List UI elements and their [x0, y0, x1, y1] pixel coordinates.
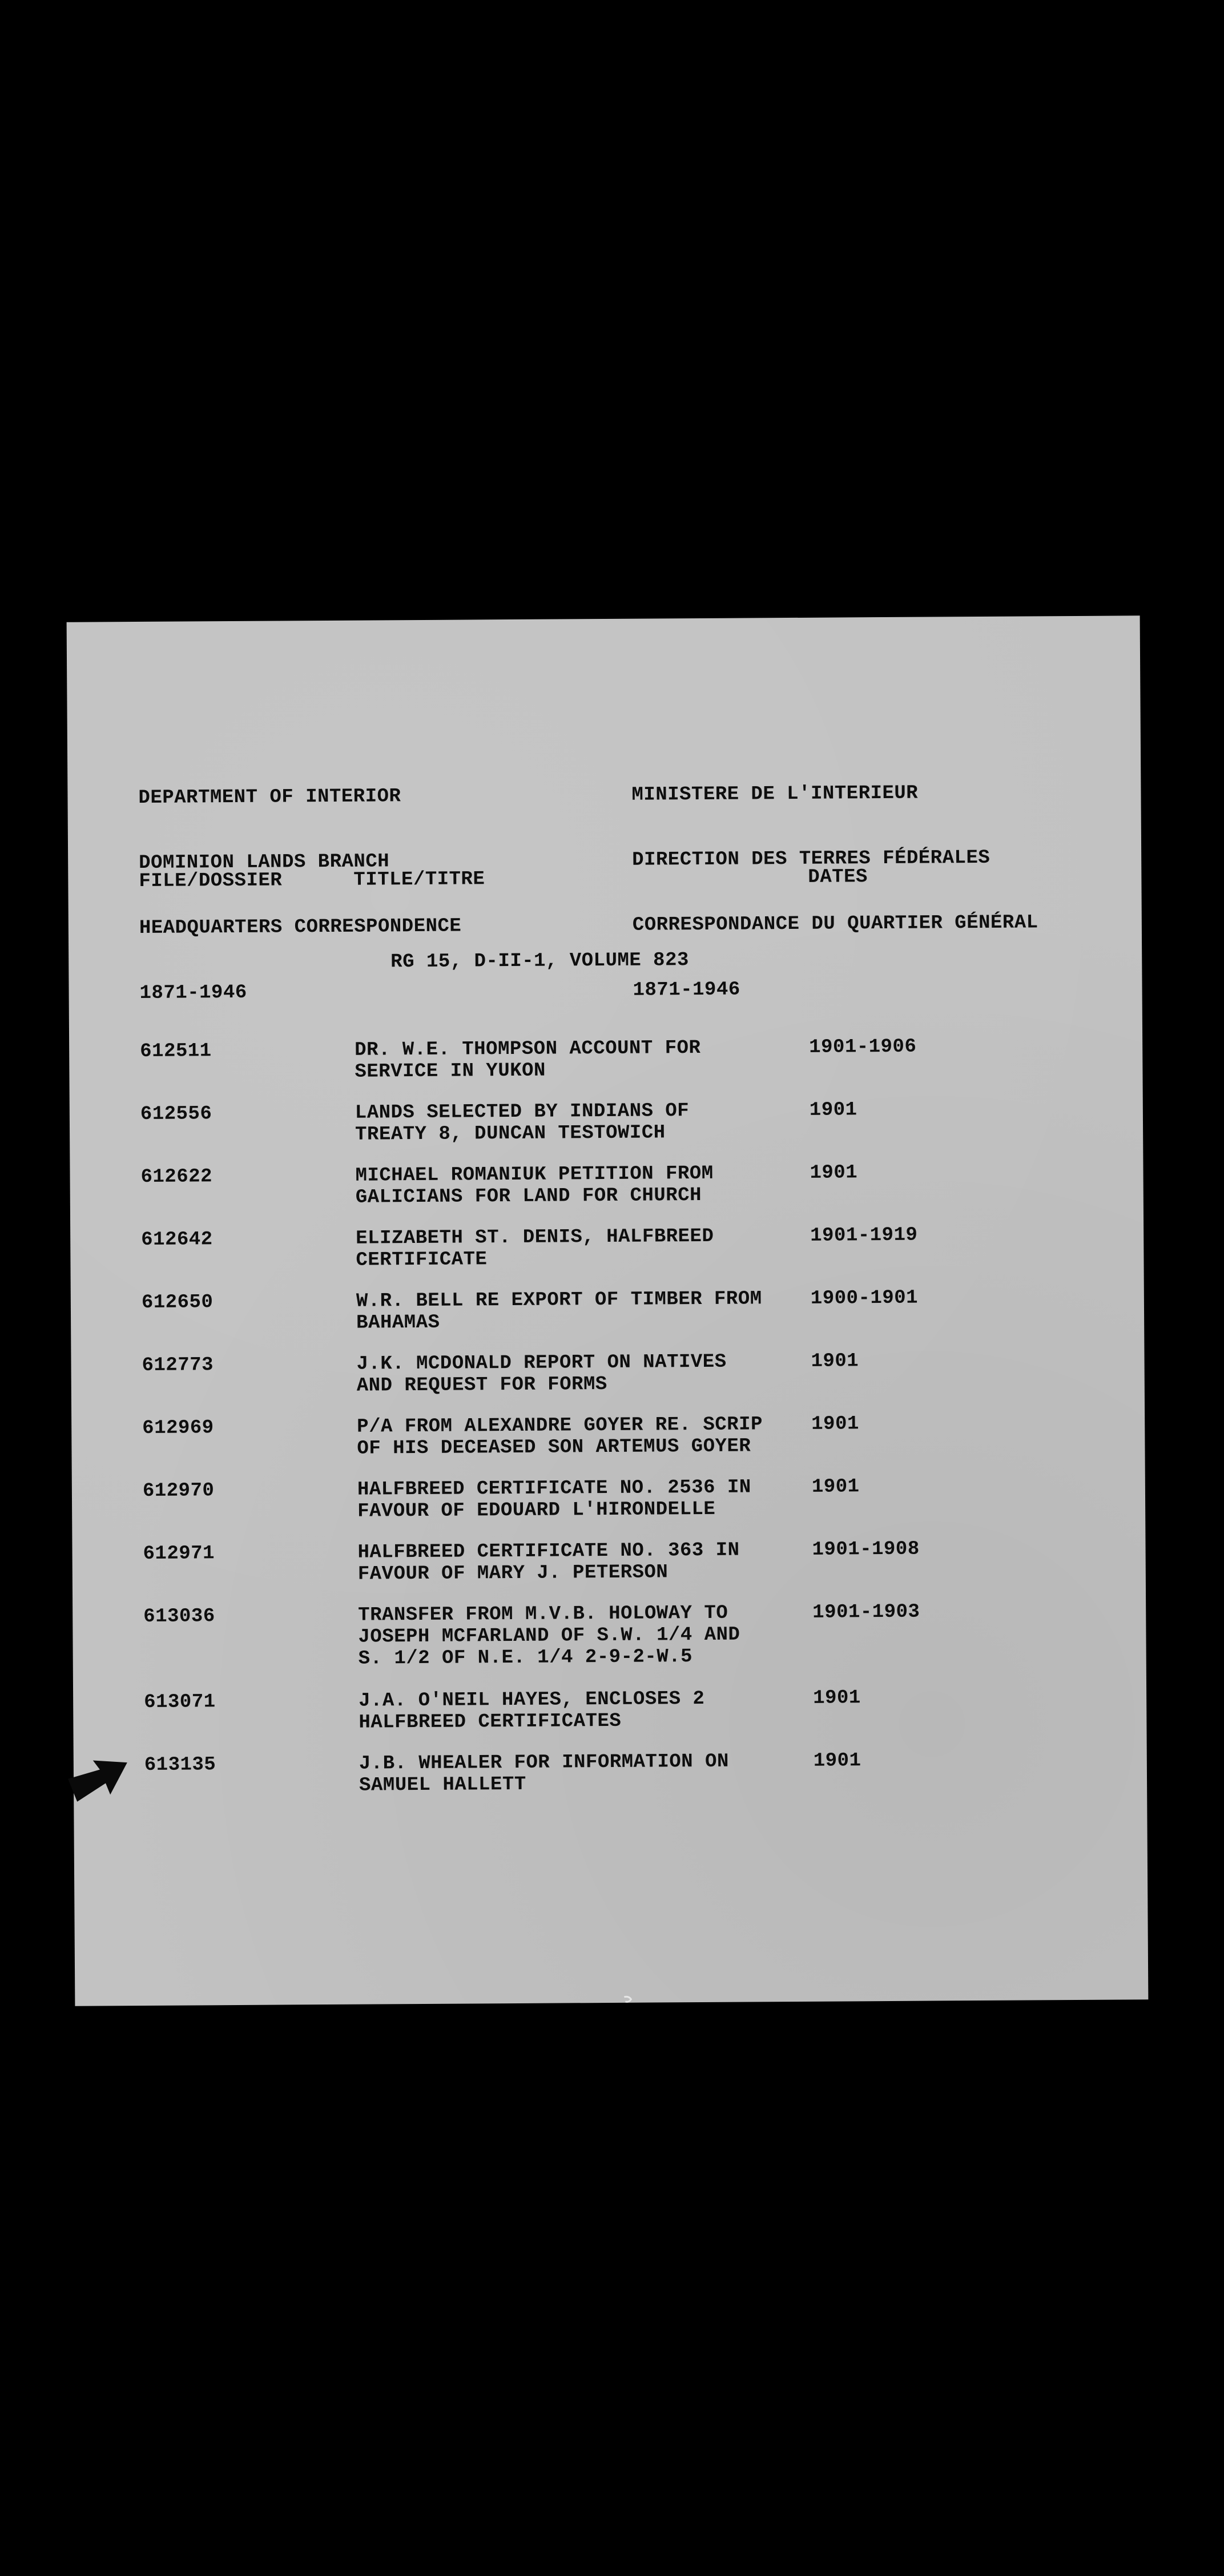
column-header-dates: DATES [808, 866, 868, 888]
entry-title-line: AND REQUEST FOR FORMS [356, 1374, 607, 1397]
entry-title-line: JOSEPH MCFARLAND OF S.W. 1/4 AND [358, 1624, 740, 1648]
entry-title-line: J.A. O'NEIL HAYES, ENCLOSES 2 [359, 1688, 705, 1712]
entry-file-number: 612969 [142, 1417, 214, 1439]
entry-title-line: GALICIANS FOR LAND FOR CHURCH [355, 1184, 702, 1209]
entry-file-number: 612642 [141, 1229, 213, 1251]
document-page [67, 615, 1149, 2006]
entry-title-line: TRANSFER FROM M.V.B. HOLOWAY TO [358, 1602, 728, 1627]
entry-title [359, 1688, 705, 1734]
entry-dates: 1901-1908 [812, 1538, 920, 1561]
entry-title-line: HALFBREED CERTIFICATE NO. 363 IN [357, 1539, 740, 1564]
entry-title-line: S. 1/2 OF N.E. 1/4 2-9-2-W.5 [358, 1646, 693, 1670]
entry-title-line: HALFBREED CERTIFICATES [359, 1710, 622, 1734]
entry-dates: 1901-1906 [809, 1036, 917, 1058]
entry-title-line: J.B. WHEALER FOR INFORMATION ON [359, 1750, 729, 1775]
entry-dates: 1901 [811, 1350, 859, 1372]
entry-file-number: 612971 [143, 1543, 215, 1565]
header-right [631, 738, 1039, 1044]
entry-title-line: SAMUEL HALLETT [359, 1773, 526, 1797]
header-left-line: 1871-1946 [139, 981, 247, 1004]
entry-title-line: TREATY 8, DUNCAN TESTOWICH [355, 1122, 666, 1146]
entry-title [356, 1226, 714, 1271]
entry-title [357, 1414, 763, 1459]
column-header-title: TITLE/TITRE [353, 868, 485, 891]
volume-title: RG 15, D-II-1, VOLUME 823 [390, 949, 689, 973]
header-left-line: HEADQUARTERS CORRESPONDENCE [139, 915, 462, 939]
entry-title-line: FAVOUR OF EDOUARD L'HIRONDELLE [357, 1498, 716, 1523]
entry-file-number: 612511 [140, 1040, 212, 1062]
entry-title [355, 1100, 690, 1146]
entry-dates: 1901-1903 [812, 1601, 920, 1624]
entry-file-number: 612622 [140, 1166, 213, 1188]
entry-title-line: OF HIS DECEASED SON ARTEMUS GOYER [357, 1435, 751, 1460]
entry-title-line: CERTIFICATE [356, 1249, 488, 1271]
entry-file-number: 613135 [144, 1754, 216, 1776]
entry-dates: 1901 [813, 1687, 861, 1709]
header-right-line: CORRESPONDANCE DU QUARTIER GÉNÉRAL [632, 912, 1038, 936]
entry-title [358, 1603, 740, 1670]
entry-title [356, 1288, 762, 1334]
entry-file-number: 612773 [142, 1354, 214, 1376]
entry-file-number: 612970 [142, 1480, 215, 1502]
entry-title [359, 1751, 729, 1797]
column-header-file: FILE/DOSSIER [139, 870, 283, 892]
paper-mark [622, 1995, 637, 2005]
entry-file-number: 613071 [144, 1691, 216, 1713]
header-left-line: DEPARTMENT OF INTERIOR [138, 786, 401, 810]
entry-dates: 1900-1901 [810, 1287, 919, 1310]
entry-dates: 1901-1919 [810, 1224, 918, 1247]
entry-title [357, 1540, 739, 1585]
entry-dates: 1901 [810, 1162, 858, 1184]
entry-dates: 1901 [813, 1750, 861, 1772]
entry-file-number: 612556 [140, 1103, 212, 1125]
entry-title-line: J.K. MCDONALD REPORT ON NATIVES [356, 1351, 727, 1375]
entry-title-line: ELIZABETH ST. DENIS, HALFBREED [356, 1225, 714, 1250]
entry-title [355, 1037, 701, 1083]
entry-dates: 1901 [811, 1413, 859, 1435]
header-left-line: DOMINION LANDS BRANCH [139, 851, 390, 874]
entry-title-line: MICHAEL ROMANIUK PETITION FROM [355, 1162, 714, 1187]
entry-title-line: SERVICE IN YUKON [355, 1060, 546, 1083]
entry-title [356, 1351, 726, 1397]
entry-title-line: W.R. BELL RE EXPORT OF TIMBER FROM [356, 1288, 762, 1313]
entry-title-line: HALFBREED CERTIFICATE NO. 2536 IN [357, 1476, 751, 1501]
entry-file-number: 612650 [141, 1291, 214, 1314]
entry-title-line: LANDS SELECTED BY INDIANS OF [355, 1100, 690, 1124]
header-right-line: MINISTERE DE L'INTERIEUR [631, 782, 919, 806]
entry-file-number: 613036 [143, 1605, 215, 1628]
entry-title-line: FAVOUR OF MARY J. PETERSON [357, 1561, 669, 1585]
entry-title-line: DR. W.E. THOMPSON ACCOUNT FOR [355, 1037, 701, 1061]
entry-dates: 1901 [811, 1476, 860, 1498]
entry-title-line: P/A FROM ALEXANDRE GOYER RE. SCRIP [357, 1414, 763, 1438]
header-left [138, 742, 462, 1048]
entry-dates: 1901 [809, 1099, 857, 1121]
header-right-line: 1871-1946 [633, 979, 740, 1001]
entry-title [355, 1163, 714, 1209]
entry-title [357, 1476, 751, 1522]
entry-title-line: BAHAMAS [356, 1311, 440, 1334]
arrow-pointer-icon [68, 1746, 131, 1804]
header-right-line: DIRECTION DES TERRES FÉDÉRALES [632, 847, 991, 871]
